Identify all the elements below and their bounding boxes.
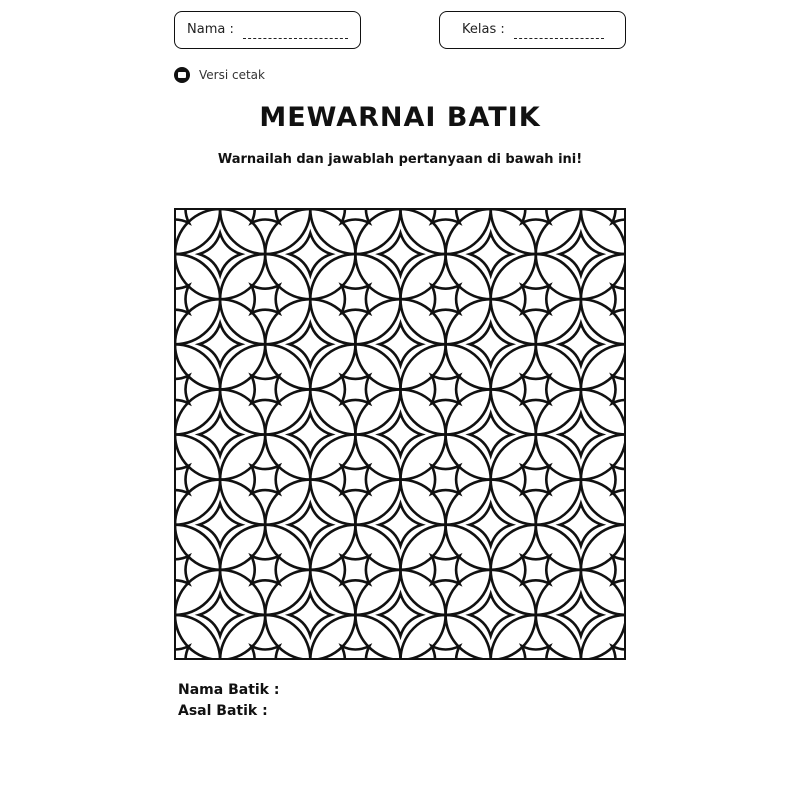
star-motif [380,233,422,275]
star-motif [380,414,422,456]
curved-square-motif [522,375,550,403]
curved-square-motif [251,375,279,403]
pattern-circle [310,344,400,434]
curved-square-motif [341,556,369,584]
curved-square-motif [341,285,369,313]
curved-square-motif [432,208,460,223]
curved-square-motif [341,375,369,403]
batik-name-question: Nama Batik : [178,682,280,698]
curved-square-motif [174,375,189,403]
pattern-circle [220,525,310,615]
curved-square-motif [341,466,369,494]
star-motif [380,504,422,546]
batik-pattern [174,208,626,660]
star-motif [560,323,602,365]
star-motif [199,233,241,275]
curved-square-motif [432,466,460,494]
print-version-label: Versi cetak [199,68,265,82]
star-motif [560,594,602,636]
pattern-circle [491,435,581,525]
curved-square-motif [251,466,279,494]
print-version-link[interactable] [174,67,265,83]
pattern-circle [491,254,581,344]
pattern-circle [401,344,491,434]
curved-square-motif [341,646,369,660]
batik-origin-question: Asal Batik : [178,703,268,719]
class-blank-line[interactable] [514,38,604,39]
pattern-circle [491,344,581,434]
star-motif [470,594,512,636]
instructions: Warnailah dan jawablah pertanyaan di bawah ini! [217,152,583,167]
pattern-circle [220,435,310,525]
star-motif [470,233,512,275]
curved-square-motif [174,208,189,223]
curved-square-motif [174,646,189,660]
curved-square-motif [612,208,626,223]
star-motif [289,414,331,456]
pattern-group [174,208,626,660]
class-field[interactable] [439,11,626,49]
curved-square-motif [612,646,626,660]
star-motif [380,594,422,636]
curved-square-motif [612,375,626,403]
pattern-circle [310,435,400,525]
curved-square-motif [174,285,189,313]
name-label: Nama : [187,22,234,37]
curved-square-motif [174,556,189,584]
curved-square-motif [432,646,460,660]
printer-icon [174,67,190,83]
star-motif [289,323,331,365]
curved-square-motif [432,375,460,403]
curved-square-motif [251,646,279,660]
star-motif [199,414,241,456]
curved-square-motif [251,285,279,313]
star-motif [470,504,512,546]
star-motif [470,323,512,365]
star-motif [560,414,602,456]
pattern-circle [220,254,310,344]
curved-square-motif [612,466,626,494]
pattern-circle [401,525,491,615]
curved-square-motif [522,466,550,494]
page-title: MEWARNAI BATIK [259,102,541,133]
star-motif [560,504,602,546]
pattern-circle [310,254,400,344]
star-motif [470,414,512,456]
curved-square-motif [432,285,460,313]
class-label: Kelas : [462,22,505,37]
star-motif [199,323,241,365]
star-motif [199,504,241,546]
curved-square-motif [174,466,189,494]
pattern-circle [401,254,491,344]
curved-square-motif [612,556,626,584]
star-motif [289,594,331,636]
pattern-circle [401,435,491,525]
curved-square-motif [522,208,550,223]
star-motif [560,233,602,275]
pattern-circle [491,525,581,615]
star-motif [199,594,241,636]
curved-square-motif [432,556,460,584]
curved-square-motif [522,556,550,584]
star-motif [289,504,331,546]
curved-square-motif [612,285,626,313]
pattern-circle [220,344,310,434]
name-blank-line[interactable] [243,38,348,39]
pattern-circle [310,525,400,615]
curved-square-motif [341,208,369,223]
curved-square-motif [522,285,550,313]
curved-square-motif [251,556,279,584]
curved-square-motif [522,646,550,660]
star-motif [380,323,422,365]
star-motif [289,233,331,275]
curved-square-motif [251,208,279,223]
name-field[interactable] [174,11,361,49]
